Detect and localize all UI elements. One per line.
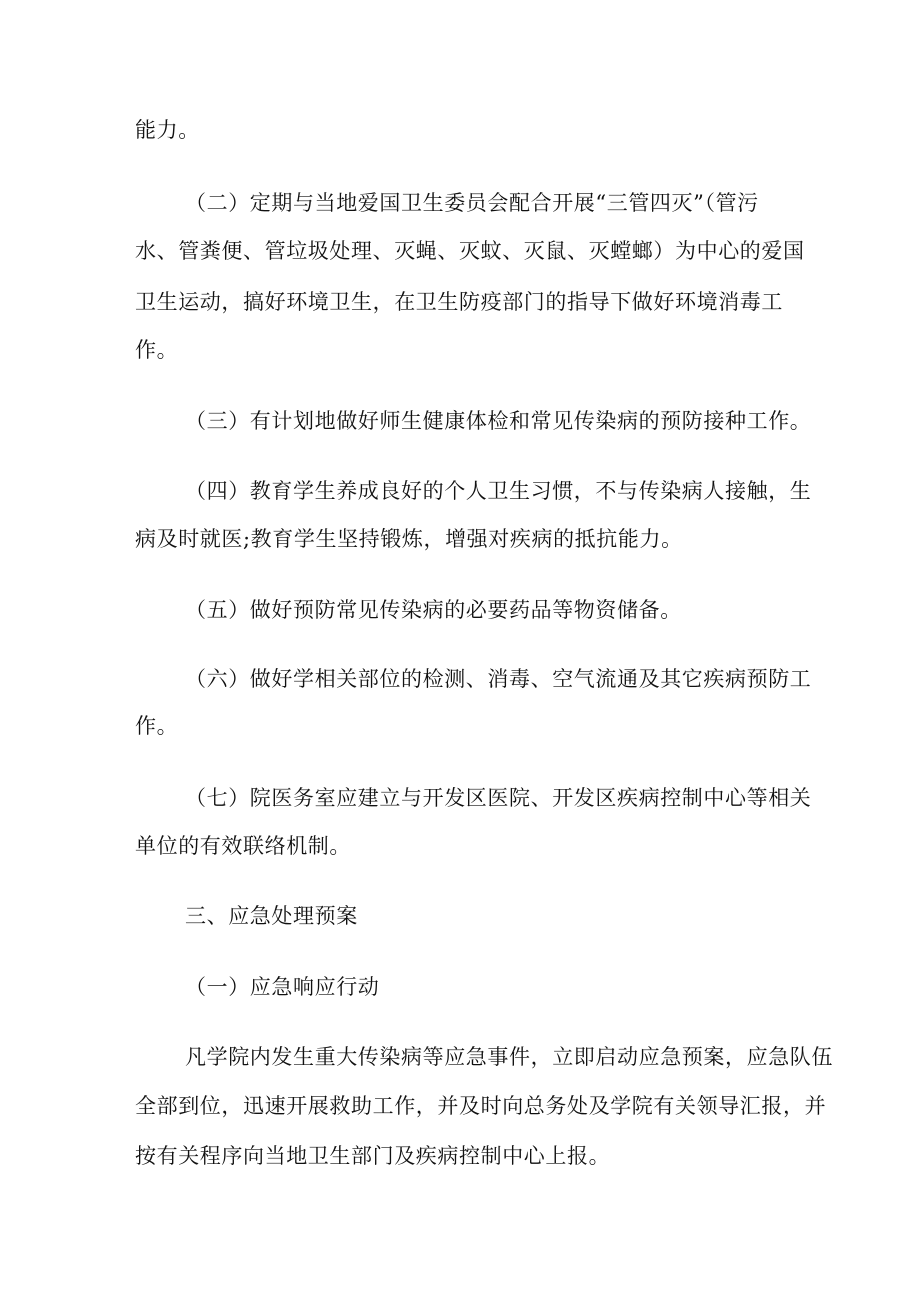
paragraph-item-2-line: （二）定期与当地爱国卫生委员会配合开展“三管四灭”（管污	[185, 191, 759, 215]
paragraph-item-2-line: 水、管粪便、管垃圾处理、灭蝇、灭蚊、灭鼠、灭螳螂）为中心的爱国	[135, 239, 805, 263]
paragraph-body-line: 按有关程序向当地卫生部门及疾病控制中心上报。	[135, 1144, 611, 1168]
paragraph-item-6-line: 作。	[135, 714, 179, 738]
paragraph-item-6-line: （六）做好学相关部位的检测、消毒、空气流通及其它疾病预防工	[185, 667, 812, 691]
paragraph-item-2-line: 作。	[135, 338, 179, 362]
paragraph-item-7-line: （七）院医务室应建立与开发区医院、开发区疾病控制中心等相关	[185, 786, 812, 810]
paragraph-body-line: 凡学院内发生重大传染病等应急事件，立即启动应急预案，应急队伍	[185, 1045, 833, 1069]
paragraph-item-5-line: （五）做好预防常见传染病的必要药品等物资储备。	[185, 598, 682, 622]
paragraph-item-4-line: （四）教育学生养成良好的个人卫生习惯，不与传染病人接触，生	[185, 479, 812, 503]
paragraph-item-3-line: （三）有计划地做好师生健康体检和常见传染病的预防接种工作。	[185, 409, 812, 433]
paragraph-item-4-line: 病及时就医;教育学生坚持锻炼，增强对疾病的抵抗能力。	[135, 527, 683, 551]
subsection-heading: （一）应急响应行动	[185, 975, 380, 999]
text-line: 能力。	[135, 118, 200, 142]
paragraph-body-line: 全部到位，迅速开展救助工作，并及时向总务处及学院有关领导汇报，并	[135, 1094, 827, 1118]
paragraph-item-2-line: 卫生运动，搞好环境卫生，在卫生防疫部门的指导下做好环境消毒工	[135, 290, 783, 314]
paragraph-item-7-line: 单位的有效联络机制。	[135, 834, 351, 858]
section-heading: 三、应急处理预案	[185, 904, 358, 928]
